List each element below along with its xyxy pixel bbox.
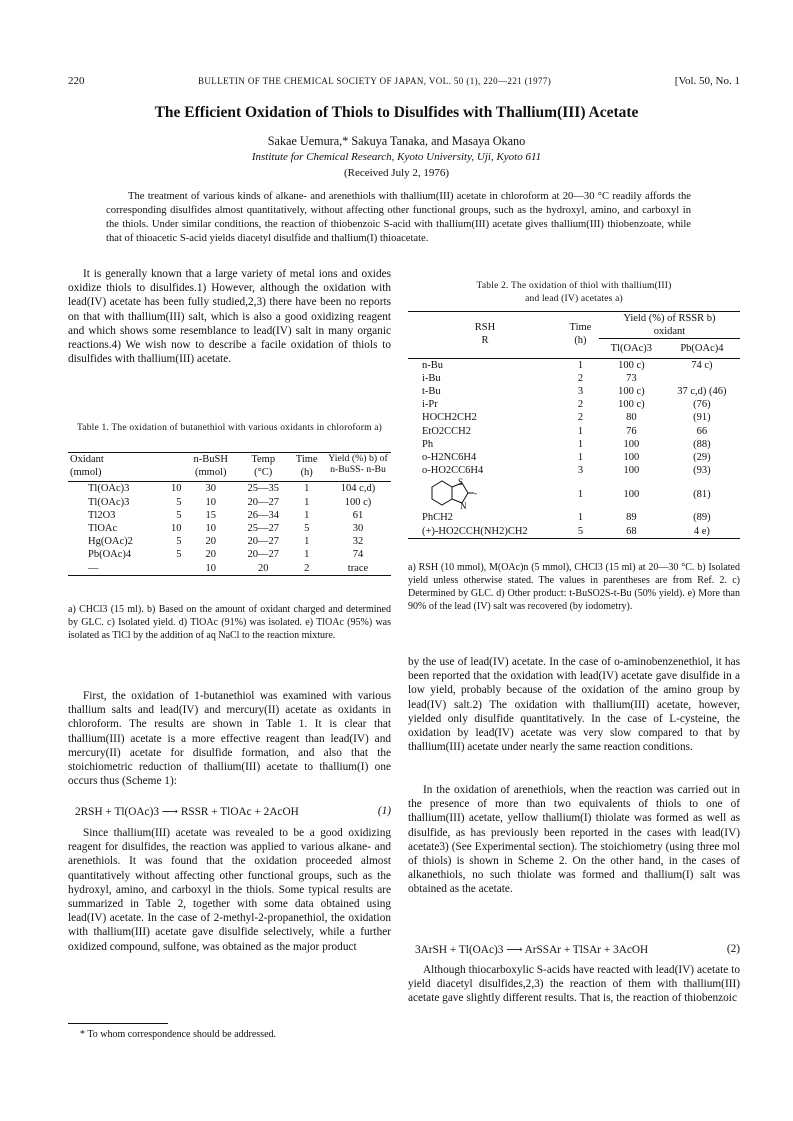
scheme-2-equation: 3ArSH + Tl(OAc)3 ⟶ ArSSAr + TlSAr + 3AcOH: [415, 944, 649, 956]
t1-cell-thiol: 10: [205, 523, 216, 535]
table2-row: [408, 398, 740, 411]
t2-cell-tl: 100: [623, 465, 640, 477]
t1-cell-temp: 20—27: [247, 496, 279, 508]
paragraph-arenethiols: In the oxidation of arenethiols, when the reaction was carried out in the presence of more than two equivalents of thiols to one of thallium(III) acetate, yellow thallium(I) thiolate was formed as well as disulfide, as has previously been reported in the cases with lead(IV) acetate3) (See Experimental section). The stoichiometry (using three mol of thiols) is shown in Scheme 2. On the other hand, in the cases of alkanethiols, no such thiolate was formed and thallium(I) salt was obtained as the acetate.: [408, 784, 740, 896]
table2-row: [408, 425, 740, 438]
t1-cell-time: 1: [304, 496, 310, 508]
t2-cell-tl: 100 c): [618, 399, 645, 411]
t2-cell-tl: 89: [626, 512, 637, 524]
t2-cell-pb: (29): [693, 452, 711, 464]
t2-cell-time: 1: [577, 425, 584, 437]
institution: Institute for Chemical Research, Kyoto University, Uji, Kyoto 611: [251, 151, 542, 163]
table2-row: [408, 464, 740, 477]
t1-cell-time: 1: [304, 536, 310, 548]
t1-cell-yield: 30: [352, 523, 364, 535]
t2-cell-pb: (81): [693, 488, 711, 500]
scheme-1-number: (1): [377, 805, 391, 817]
svg-text:-: -: [474, 488, 477, 499]
t1-cell-temp: 20—27: [247, 549, 279, 561]
t2-header-time: Time (h): [569, 321, 592, 346]
table2-row: [408, 372, 740, 385]
t2-cell-pb: 66: [696, 425, 708, 437]
t1-header-oxidant: Oxidant (mmol): [70, 454, 104, 479]
t1-cell-yield: 100 c): [344, 496, 372, 508]
table2-row: [408, 411, 740, 424]
t1-cell-thiol: 20: [205, 549, 216, 561]
table2-caption-line2: and lead (IV) acetates a): [525, 294, 623, 304]
t2-cell-pb: 4 e): [693, 525, 710, 537]
table1-row: [68, 509, 391, 522]
t2-cell-pb: (76): [693, 399, 711, 411]
t1-cell-mmol: 10: [170, 523, 182, 535]
table1: [68, 452, 391, 576]
t1-cell-oxidant: Tl(OAc)3: [88, 496, 130, 508]
table1-row: [68, 522, 391, 535]
t2-cell-pb: [664, 372, 740, 385]
t2-cell-tl: 73: [626, 372, 637, 384]
benzothiazole-structure: [422, 477, 492, 511]
t2-cell-r: EtO2CCH2: [422, 425, 472, 437]
t2-cell-r: o-H2NC6H4: [422, 452, 477, 464]
t2-cell-r: HOCH2CH2: [422, 412, 477, 424]
t2-cell-tl: 100: [623, 452, 640, 464]
scheme-2-number: (2): [726, 943, 740, 955]
t1-cell-thiol: 10: [205, 496, 216, 508]
table2-caption: [408, 280, 740, 306]
t1-cell-mmol: 5: [176, 496, 182, 508]
t2-cell-tl: 100 c): [618, 359, 645, 371]
t2-header-rsh: RSH R: [474, 321, 496, 346]
t2-cell-r: t-Bu: [422, 386, 441, 398]
table1-row: [68, 548, 391, 561]
t1-cell-temp: 20: [257, 562, 269, 574]
t2-cell-time: 1: [577, 488, 584, 500]
t1-header-temp: Temp (°C): [251, 454, 276, 479]
t1-cell-time: 1: [304, 483, 310, 495]
t1-cell-temp: 25—27: [247, 523, 279, 535]
table1-row: [68, 496, 391, 509]
t2-cell-time: 1: [577, 359, 584, 371]
t2-cell-r: i-Bu: [422, 372, 441, 384]
t2-cell-tl: 100 c): [618, 386, 645, 398]
t2-cell-r: o-HO2CC6H4: [422, 465, 484, 477]
t1-cell-yield: 104 c,d): [340, 483, 376, 495]
table2-row: [408, 511, 740, 524]
t1-cell-thiol: 15: [205, 509, 216, 521]
t2-cell-time: 5: [577, 525, 584, 537]
t2-cell-pb: (91): [693, 412, 711, 424]
t2-cell-pb: (88): [693, 438, 711, 450]
t2-cell-tl: 100: [623, 438, 640, 450]
table2-caption-line1: Table 2. The oxidation of thiol with thallium(III): [476, 281, 672, 291]
author-list: Sakae Uemura,* Sakuya Tanaka, and Masaya Okano: [267, 134, 526, 148]
t2-cell-r: i-Pr: [422, 399, 438, 411]
table2-row: [408, 385, 740, 398]
table2-row: [408, 438, 740, 451]
t2-cell-time: 1: [577, 512, 584, 524]
t1-cell-mmol: 5: [176, 509, 182, 521]
t1-cell-yield: 32: [352, 536, 364, 548]
t1-cell-temp: 26—34: [247, 509, 279, 521]
t1-cell-mmol: [163, 562, 184, 576]
svg-text:N: N: [460, 501, 467, 512]
received-date: (Received July 2, 1976): [343, 167, 450, 179]
t1-cell-time: 1: [304, 509, 310, 521]
t2-cell-r-benzothiazolyl: [408, 477, 562, 511]
running-header: [68, 75, 740, 89]
t1-cell-yield: 74: [352, 549, 364, 561]
t2-cell-pb: 37 c,d) (46): [677, 386, 727, 398]
t1-cell-time: 5: [304, 523, 310, 535]
t1-cell-thiol: 10: [205, 562, 216, 574]
t1-header-yield: Yield (%) b) of n-BuSS- n-Bu: [328, 453, 388, 475]
t1-cell-mmol: 5: [176, 536, 182, 548]
table2-row: [408, 525, 740, 539]
t2-cell-time: 2: [577, 412, 584, 424]
volume-label: [Vol. 50, No. 1: [674, 75, 740, 87]
correspondence-note: * To whom correspondence should be addressed.: [80, 1029, 277, 1040]
t2-cell-time: 1: [577, 438, 584, 450]
table1-row: [68, 535, 391, 548]
table2-footnote: a) RSH (10 mmol), M(OAc)n (5 mmol), CHCl3 (15 ml) at 20—30 °C. b) Isolated yield unless otherwise stated. The values in parentheses are from Ref. 2. c) Determined by GLC. d) Other product: t-BuSO2S-t-Bu (50% yield). e) More than 90% of the lead (IV) salt was recovered (by iodometry).: [408, 562, 740, 612]
paragraph-thiocarboxylic: Although thiocarboxylic S-acids have reacted with lead(IV) acetate to yield diacetyl disulfides,2,3) the reaction of them with thallium(III) acetate gave slightly different results. That is, the reaction of thiobenzoic: [408, 964, 740, 1005]
t2-cell-pb: (89): [693, 512, 711, 524]
paragraph-various-thiols: Since thallium(III) acetate was revealed to be a good oxidizing reagent for disulfides, the reaction was applied to various alkane- and arenethiols. It was found that the oxidation proceeded almost quantitatively without affecting other functional groups, such as the hydroxyl, amino, and carboxyl in the thiols. Some typical results are summarized in Table 2, together with some data obtained using lead(IV) acetate. In the case of 2-methyl-2-propanethiol, the oxidation with thallium(III) acetate gave disulfide selectively, while a further oxidized compound, sulfone, was obtained as the major product: [68, 827, 391, 953]
t1-cell-oxidant: Tl(OAc)3: [88, 483, 130, 495]
table2-row: [408, 477, 740, 511]
t1-cell-thiol: 30: [205, 483, 216, 495]
table1-row: [68, 562, 391, 576]
t1-cell-yield: trace: [347, 562, 369, 574]
t2-header-pb: Pb(OAc)4: [680, 343, 724, 355]
t1-cell-time: 2: [304, 562, 310, 574]
table1-row: [68, 482, 391, 496]
t2-cell-time: 2: [577, 372, 584, 384]
paragraph-oxidation-butanethiol: First, the oxidation of 1-butanethiol was examined with various thallium salts and lead(IV) and mercury(II) acetate as oxidants in chloroform. The results are shown in Table 1. It is clear that thallium(III) acetate is a more effective reagent than lead(IV) and mercury(II) acetate for disulfide formation, and also that the stoichiometric reduction of thallium(III) acetate to thallium(I) one occurs thus (Scheme 1):: [68, 690, 391, 788]
t1-cell-time: 1: [304, 549, 310, 561]
t2-header-yield: Yield (%) of RSSR b) oxidant: [599, 312, 740, 339]
t2-cell-tl: 76: [626, 425, 637, 437]
t1-cell-temp: 25—35: [247, 483, 279, 495]
t2-cell-tl: 100: [623, 488, 640, 500]
paragraph-aminobenzenethiol: by the use of lead(IV) acetate. In the case of o-aminobenzenethiol, it has been reported that the oxidation with lead(IV) acetate gave disulfide in a low yield, probably because of the oxidation of the amino group by lead(IV) salt.2) The oxidation with thallium(III) acetate, however, yielded only disulfide quantitatively. In the case of L-cysteine, the oxidation by lead(IV) acetate was very slow compared to that by thallium(III) acetate under nearly the same reaction conditions.: [408, 656, 740, 754]
t1-header-time: Time (h): [295, 454, 318, 479]
t2-cell-time: 1: [577, 452, 584, 464]
intro-paragraph: It is generally known that a large variety of metal ions and oxides oxidize thiols to disulfides.1) However, although the oxidation with lead(IV) acetate has been fully studied,2,3) there have been no reports on that with thallium(III) salt, which is also a good oxidizing reagent and which shows some resemblance to lead(IV) salt in many organic reactions.4) We wish now to describe a facile oxidation of thiols to disulfides with thallium(III) acetate.: [68, 268, 391, 366]
t1-cell-oxidant: TlOAc: [88, 523, 118, 535]
table2: [408, 311, 740, 539]
t2-cell-r: (+)-HO2CCH(NH2)CH2: [422, 525, 528, 537]
t2-cell-time: 3: [577, 386, 584, 398]
page-number: 220: [68, 75, 85, 87]
table2-row: [408, 358, 740, 372]
t2-cell-tl: 80: [626, 412, 637, 424]
t2-cell-time: 2: [577, 399, 584, 411]
table1-caption: Table 1. The oxidation of butanethiol with various oxidants in chloroform a): [76, 423, 383, 433]
t2-cell-pb: (93): [693, 465, 711, 477]
scheme-1-equation: 2RSH + Tl(OAc)3 ⟶ RSSR + TlOAc + 2AcOH: [75, 806, 299, 818]
t2-cell-time: 3: [577, 465, 584, 477]
t2-cell-r: Ph: [422, 438, 434, 450]
t1-cell-oxidant: Hg(OAc)2: [88, 536, 133, 548]
t2-header-tl: Tl(OAc)3: [610, 343, 653, 355]
t1-header-thiol: n-BuSH (mmol): [193, 454, 228, 479]
scheme-2: [415, 943, 740, 956]
t1-cell-temp: 20—27: [247, 536, 279, 548]
article-title: The Efficient Oxidation of Thiols to Disulfides with Thallium(III) Acetate: [154, 104, 639, 121]
t1-cell-oxidant: Tl2O3: [88, 509, 116, 521]
t1-cell-thiol: 20: [205, 536, 216, 548]
t1-cell-yield: 61: [352, 509, 364, 521]
t1-cell-mmol: 10: [170, 483, 182, 495]
table2-row: [408, 451, 740, 464]
t2-cell-r: n-Bu: [422, 359, 443, 371]
footnote-rule: [68, 1023, 168, 1024]
svg-text:S: S: [458, 477, 464, 488]
abstract: The treatment of various kinds of alkane- and arenethiols with thallium(III) acetate in chloroform at 20—30 °C readily affords the corresponding disulfides almost quantitatively, without affecting other functional groups, such as the hydroxyl, amino, and carboxyl in the thiols. Under similar conditions, the reaction of thiobenzoic S-acid with thallium(III) acetate gives thallium(III) thiobenzoate, while that of thioacetic S-acid yields diacetyl disulfide and thallium(I) thioacetate.: [106, 191, 691, 245]
t2-cell-pb: 74 c): [691, 359, 713, 371]
journal-citation: BULLETIN OF THE CHEMICAL SOCIETY OF JAPAN, VOL. 50 (1), 220—221 (1977): [198, 76, 552, 86]
t1-cell-mmol: 5: [176, 549, 182, 561]
t2-cell-r: PhCH2: [422, 512, 453, 524]
t1-cell-oxidant: Pb(OAc)4: [88, 549, 132, 561]
scheme-1: [75, 805, 391, 818]
t1-cell-oxidant: —: [88, 562, 99, 574]
table1-footnote: a) CHCl3 (15 ml). b) Based on the amount of oxidant charged and determined by GLC. c) Isolated yield. d) TlOAc (91%) was isolated. e) TlOAc (95%) was isolated as TlCl by the addition of aq NaCl to the reaction mixture.: [68, 604, 391, 641]
t2-cell-tl: 68: [626, 525, 637, 537]
